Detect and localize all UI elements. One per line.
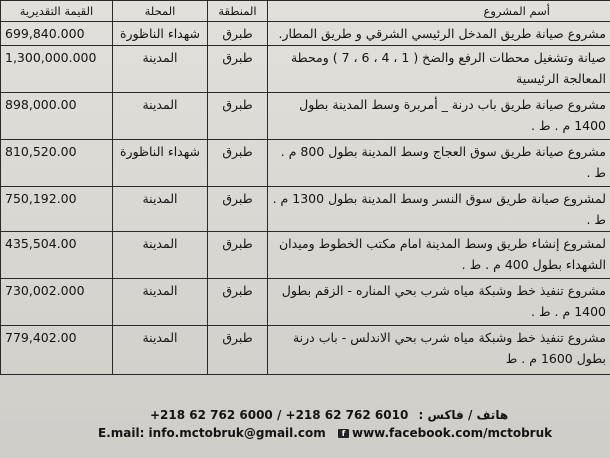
project-name-cell: لمشروع صيانة طريق سوق النسر وسط المدينة بطول 1300 م . ط . <box>268 187 610 232</box>
contact-footer <box>0 398 610 458</box>
header-estimated-value: القيمة التقديرية <box>1 1 113 22</box>
locality-cell: المدينة <box>113 326 208 375</box>
locality-cell: شهداء الناظورة <box>113 140 208 187</box>
table-row <box>1 140 610 187</box>
region-cell: طبرق <box>208 279 268 326</box>
region-cell: طبرق <box>208 326 268 375</box>
project-name-cell: مشروع صيانة طريق سوق العجاج وسط المدينة بطول 800 م . ط . <box>268 140 610 187</box>
estimated-value-cell: 435,504.00 <box>1 232 113 279</box>
project-name-cell: لمشروع إنشاء طريق وسط المدينة امام مكتب الخطوط وميدان الشهداء بطول 400 م . ط . <box>268 232 610 279</box>
phone-numbers: +218 62 762 6000 / +218 62 762 6010 <box>150 408 409 422</box>
table-row <box>1 187 610 232</box>
locality-cell: المدينة <box>113 93 208 140</box>
region-cell: طبرق <box>208 187 268 232</box>
estimated-value-cell: 898,000.00 <box>1 93 113 140</box>
table-row <box>1 279 610 326</box>
project-name-cell: مشروع صيانة طريق المدخل الرئيسي الشرقي و طريق المطار. <box>268 22 610 46</box>
table-row <box>1 46 610 93</box>
estimated-value-cell: 699,840.000 <box>1 22 113 46</box>
project-name-cell: مشروع صيانة طريق باب درنة _ أمربرة وسط المدينة بطول 1400 م . ط . <box>268 93 610 140</box>
estimated-value-cell: 1,300,000.000 <box>1 46 113 93</box>
region-cell: طبرق <box>208 22 268 46</box>
table-row <box>1 93 610 140</box>
region-cell: طبرق <box>208 232 268 279</box>
region-cell: طبرق <box>208 93 268 140</box>
project-name-cell: مشروع تنفيذ خط وشبكة مياه شرب بحي المناره - الزقم بطول 1400 م . ط . <box>268 279 610 326</box>
facebook-link <box>338 426 552 440</box>
table-row <box>1 326 610 375</box>
header-region: المنطقة <box>208 1 268 22</box>
header-locality: المحلة <box>113 1 208 22</box>
estimated-value-cell: 730,002.000 <box>1 279 113 326</box>
project-name-cell: صيانة وتشغيل محطات الرفع والضخ ( 1 ، 4 ، 6 ، 7 ) ومحطة المعالجة الرئيسية <box>268 46 610 93</box>
locality-cell: شهداء الناظورة <box>113 22 208 46</box>
table-header-row <box>1 1 610 22</box>
region-cell: طبرق <box>208 140 268 187</box>
facebook-icon: f <box>338 429 349 438</box>
locality-cell: المدينة <box>113 232 208 279</box>
estimated-value-cell: 779,402.00 <box>1 326 113 375</box>
table-row <box>1 22 610 46</box>
locality-cell: المدينة <box>113 279 208 326</box>
project-name-cell: مشروع تنفيذ خط وشبكة مياه شرب بحي الاندلس - باب درنة بطول 1600 م . ط <box>268 326 610 375</box>
email-address: E.mail: info.mctobruk@gmail.com <box>98 426 326 440</box>
estimated-value-cell: 810,520.00 <box>1 140 113 187</box>
facebook-url: www.facebook.com/mctobruk <box>352 426 553 440</box>
table-row <box>1 232 610 279</box>
locality-cell: المدينة <box>113 187 208 232</box>
locality-cell: المدينة <box>113 46 208 93</box>
estimated-value-cell: 750,192.00 <box>1 187 113 232</box>
phone-fax-line <box>150 408 590 422</box>
header-project-name: أسم المشروع <box>268 1 610 22</box>
phone-fax-label: هاتف / فاكس : <box>418 408 509 422</box>
region-cell: طبرق <box>208 46 268 93</box>
